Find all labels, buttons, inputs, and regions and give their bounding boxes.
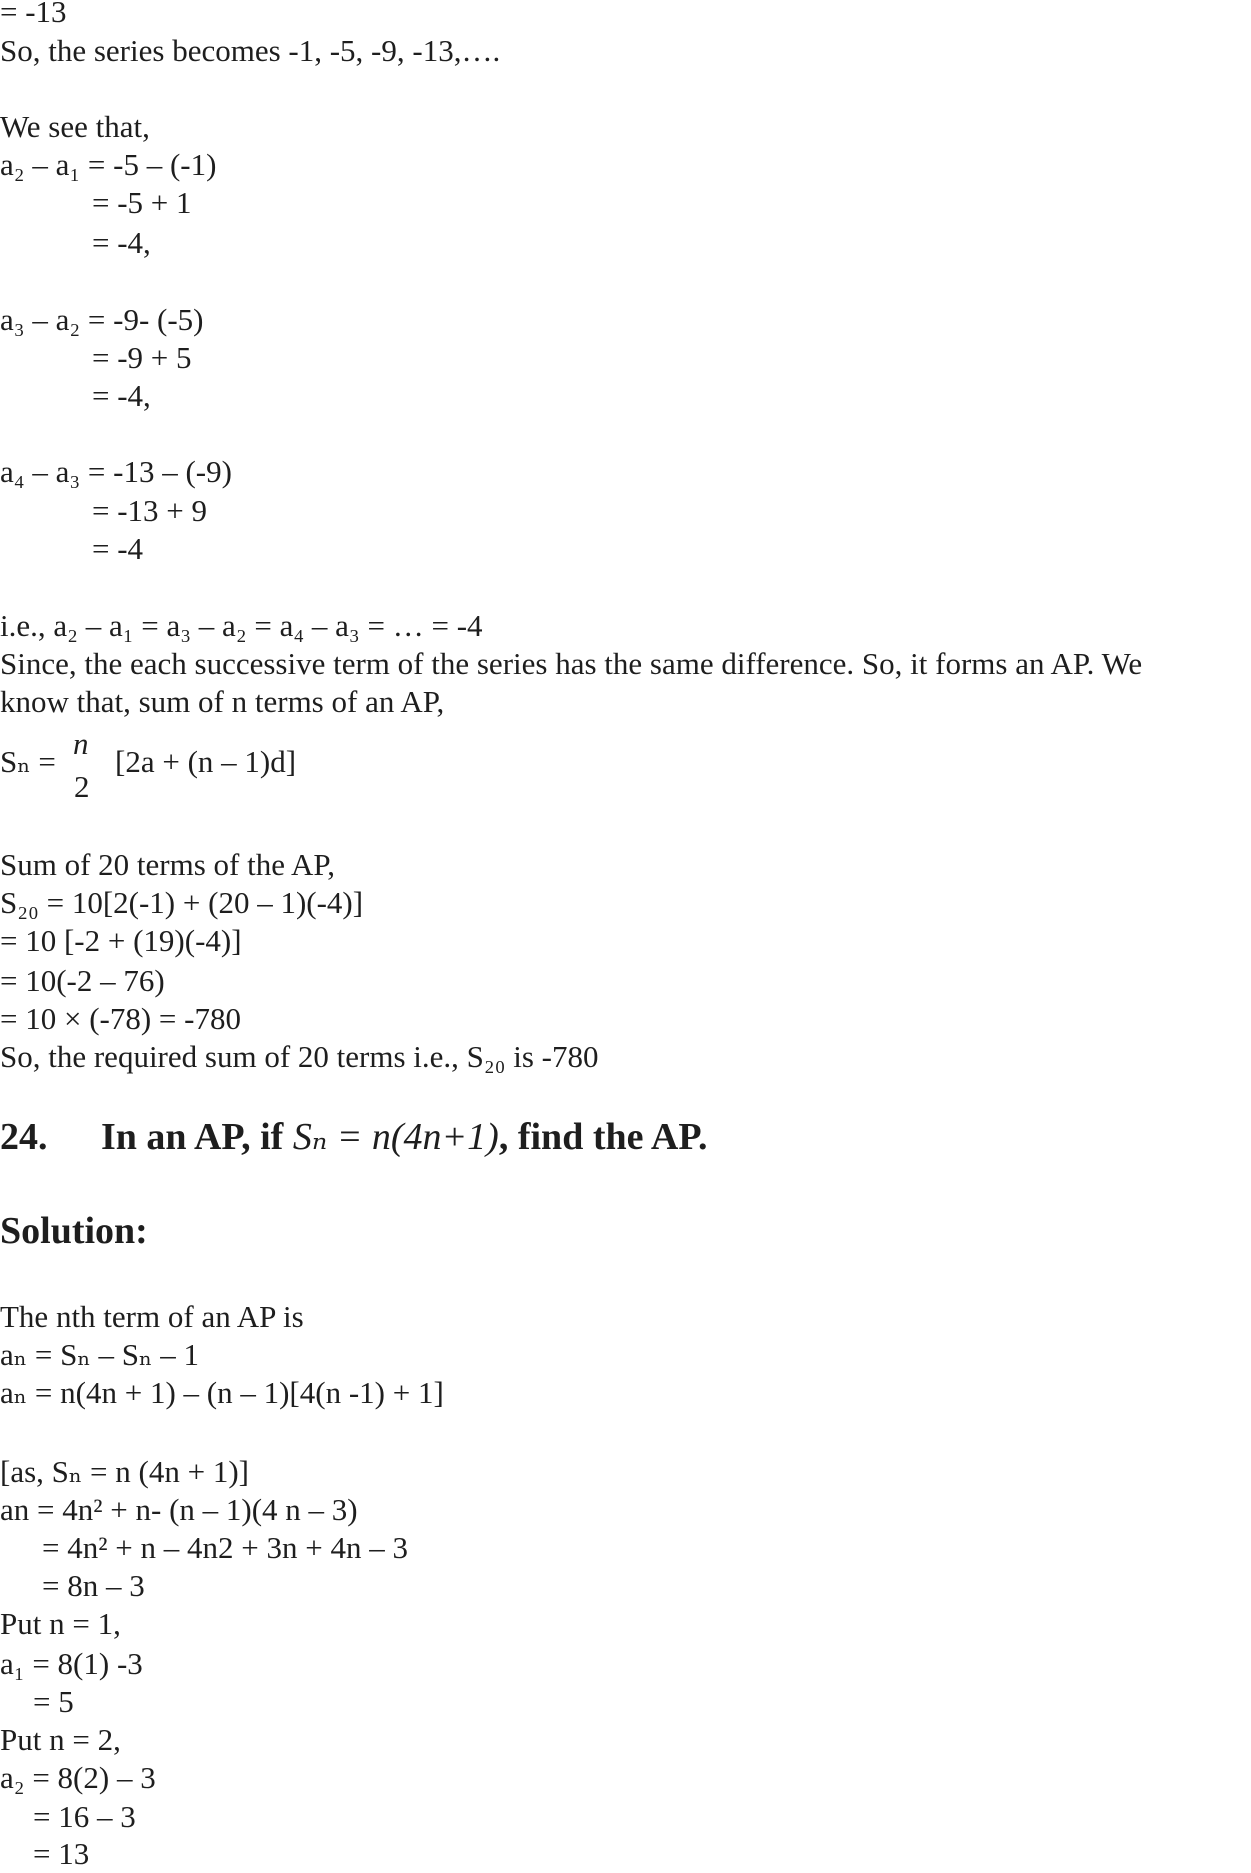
text-line: = -9 + 5 (92, 340, 192, 375)
question-text-end: , find the AP. (498, 1116, 708, 1158)
text-line: Since, the each successive term of the series has the same difference. So, it forms an AP. We (0, 646, 1143, 681)
text-line: [as, Sₙ = n (4n + 1)] (0, 1454, 249, 1489)
text-line: Put n = 2, (0, 1722, 121, 1757)
formula-lhs: Sₙ = (0, 744, 56, 779)
formula-rhs: [2a + (n – 1)d] (115, 744, 297, 779)
text-line: Sum of 20 terms of the AP, (0, 847, 335, 882)
text-line: a₂ = 8(2) – 3 (0, 1760, 156, 1795)
text-line: a₃ – a₂ = -9- (-5) (0, 302, 204, 337)
text-line: an = 4n² + n- (n – 1)(4 n – 3) (0, 1492, 358, 1527)
text-line: = -4, (92, 225, 151, 260)
text-line: = -4 (92, 531, 144, 566)
text-line: So, the series becomes -1, -5, -9, -13,…. (0, 33, 501, 68)
text-line: = -13 + 9 (92, 493, 208, 528)
text-line: = -4, (92, 378, 151, 413)
text-line: The nth term of an AP is (0, 1299, 304, 1334)
text-line: = -5 + 1 (92, 185, 192, 220)
text-line: a₁ = 8(1) -3 (0, 1646, 143, 1681)
text-line: aₙ = Sₙ – Sₙ – 1 (0, 1337, 199, 1372)
text-line: = 4n² + n – 4n2 + 3n + 4n – 3 (42, 1530, 408, 1565)
text-line: i.e., a₂ – a₁ = a₃ – a₂ = a₄ – a₃ = … = -4 (0, 608, 483, 643)
question-text: In an AP, if (101, 1116, 293, 1158)
formula-denominator: 2 (74, 769, 90, 804)
text-line: = 10 [-2 + (19)(-4)] (0, 923, 242, 958)
text-line: = 10(-2 – 76) (0, 963, 165, 998)
formula-numerator: n (73, 726, 89, 761)
text-line: S₂₀ = 10[2(-1) + (20 – 1)(-4)] (0, 885, 364, 920)
text-line: aₙ = n(4n + 1) – (n – 1)[4(n -1) + 1] (0, 1375, 444, 1410)
text-line: So, the required sum of 20 terms i.e., S₂₀ is -780 (0, 1039, 599, 1074)
text-line: a₂ – a₁ = -5 – (-1) (0, 147, 217, 182)
text-line: We see that, (0, 109, 150, 144)
text-line: = 13 (33, 1836, 90, 1871)
text-line: = 8n – 3 (42, 1568, 145, 1603)
text-line: = -13 (0, 0, 67, 29)
text-line: Put n = 1, (0, 1606, 121, 1641)
text-line: a₄ – a₃ = -13 – (-9) (0, 454, 232, 489)
question-heading (101, 1115, 708, 1159)
question-number: 24. (0, 1116, 48, 1158)
solution-heading: Solution: (0, 1210, 148, 1252)
text-line: know that, sum of n terms of an AP, (0, 684, 445, 719)
question-formula: Sₙ = n(4n+1) (292, 1116, 499, 1158)
text-line: = 16 – 3 (33, 1799, 136, 1834)
text-line: = 5 (33, 1684, 74, 1719)
text-line: = 10 × (-78) = -780 (0, 1001, 241, 1036)
